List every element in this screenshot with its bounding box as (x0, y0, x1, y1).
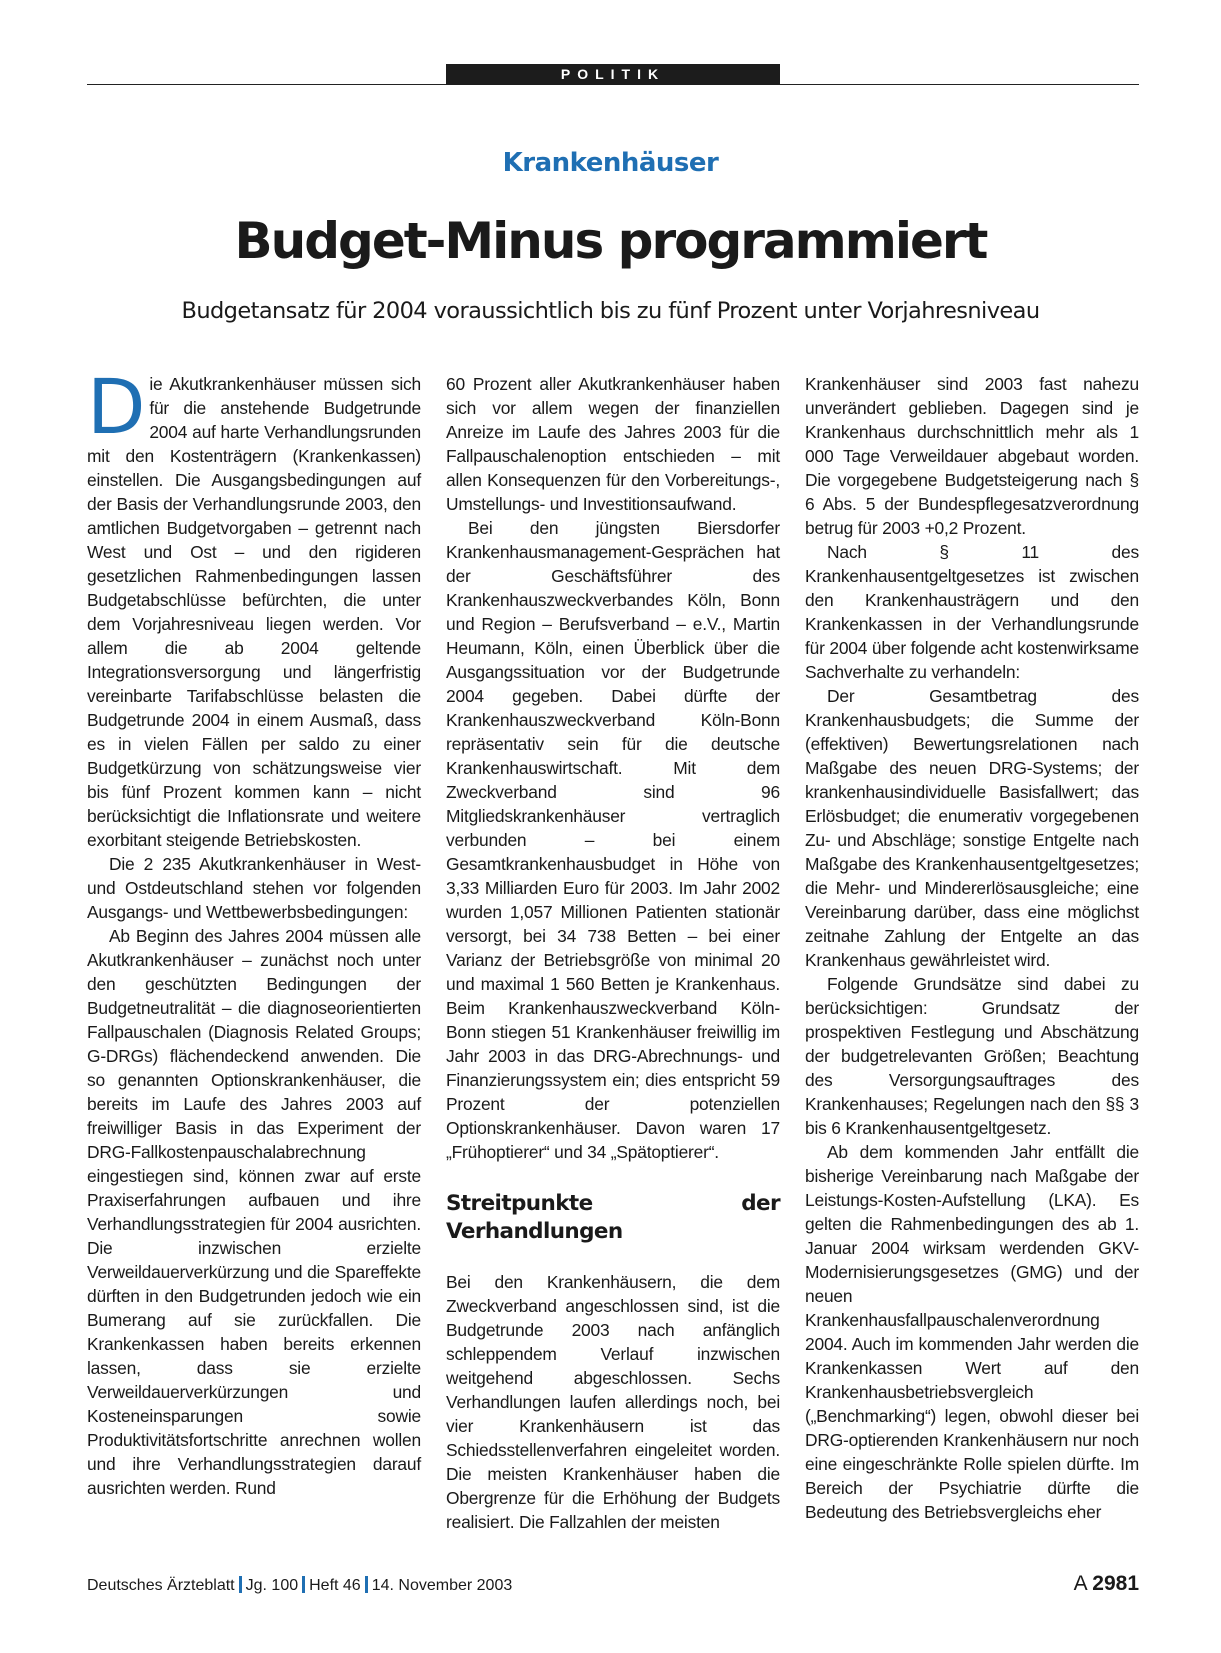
drop-cap: D (87, 362, 146, 451)
paragraph: Nach § 11 des Krankenhausentgeltgesetzes ist zwischen den Krankenhausträgern und den Krankenkassen in der Verhandlungsrunde für 2004 über folgende acht kostenwirksame Sachverhalte zu verhandeln: (805, 542, 1139, 682)
page-prefix: A (1073, 1572, 1087, 1595)
journal-name: Deutsches Ärzteblatt (87, 1577, 235, 1594)
issue-date: 14. November 2003 (371, 1577, 513, 1594)
journal-volume: Jg. 100 (245, 1577, 299, 1594)
paragraph: Die 2 235 Akutkrankenhäuser in West- und Ostdeutschland stehen vor folgenden Ausgangs- und Wettbewerbsbedingungen: (87, 854, 421, 922)
paragraph: 60 Prozent aller Akutkrankenhäuser haben sich vor allem wegen der finanziellen Anreize im Laufe des Jahres 2003 für die Fallpauschalenoption entschieden – mit allen Konsequenzen für den Vorbereitungs-, Umstellungs- und Investitionsaufwand. (446, 374, 780, 514)
paragraph: Bei den Krankenhäusern, die dem Zweckverband angeschlossen sind, ist die Budgetrunde 2003 nach anfänglich schleppendem Verlauf inzwischen weitgehend abgeschlossen. Sechs Verhandlungen laufen allerdings noch, bei vier Krankenhäusern ist das Schiedsstellenverfahren eingeleitet worden. Die meisten Krankenhäuser haben die Obergrenze für die Erhöhung der Budgets realisiert. Die Fallzahlen der meisten (446, 1272, 780, 1532)
paragraph: Folgende Grundsätze sind dabei zu berücksichtigen: Grundsatz der prospektiven Festlegung und Abschätzung der budgetrelevanten Größen; Beachtung des Versorgungsauftrages des Krankenhauses; Regelungen nach den §§ 3 bis 6 Krankenhausentgeltgesetz. (805, 974, 1139, 1138)
paragraph (87, 362, 421, 852)
paragraph: Ab dem kommenden Jahr entfällt die bisherige Vereinbarung nach Maßgabe der Leistungs-Kosten-Aufstellung (LKA). Es gelten die Rahmenbedingungen des ab 1. Januar 2004 wirksam werdenden GKV-Modernisierungsgesetzes (GMG) und der neuen Krankenhausfallpauschalenverordnung 2004. Auch im kommenden Jahr werden die Krankenkassen Wert auf den Krankenhausbetriebsvergleich („Benchmarking“) legen, obwohl dieser bei DRG-optierenden Krankenhäusern nur noch eine eingeschränkte Rolle spielen dürfte. Im Bereich der Psychiatrie dürfte die Bedeutung des Betriebsvergleichs eher (805, 1142, 1139, 1522)
page-number-value: 2981 (1092, 1572, 1139, 1595)
paragraph: Ab Beginn des Jahres 2004 müssen alle Akutkrankenhäuser – zunächst noch unter den geschützten Bedingungen der Budgetneutralität – die diagnoseorientierten Fallpauschalen (Diagnosis Related Groups; G-DRGs) flächendeckend anwenden. Die so genannten Optionskrankenhäuser, die bereits im Laufe des Jahres 2003 auf freiwilliger Basis in das Experiment der DRG-Fallkostenpauschalabrechnung eingestiegen sind, können zwar auf erste Praxiserfahrungen aufbauen und ihre Verhandlungsstrategien für 2004 ausrichten. Die inzwischen erzielte Verweildauerverkürzung und die Spareffekte dürften in den Budgetrunden jedoch wie ein Bumerang auf sie zurückfallen. Die Krankenkassen haben bereits erkennen lassen, dass sie erzielte Verweildauerverkürzungen und Kosteneinsparungen sowie Produktivitätsfortschritte anrechnen wollen und ihre Verhandlungsstrategien darauf ausrichten werden. Rund (87, 926, 421, 1498)
article-kicker: Krankenhäuser (502, 148, 719, 178)
page-footer (87, 1576, 512, 1595)
footer-separator (302, 1576, 305, 1593)
paragraph-text: ie Akutkrankenhäuser müssen sich für die anstehende Budgetrunde 2004 auf harte Verhandlungsrunden mit den Kostenträgern (Krankenkassen) einstellen. Die Ausgangsbedingungen auf der Basis der Verhandlungsrunde 2003, den amtlichen Budgetvorgaben – getrennt nach West und Ost – und den rigideren gesetzlichen Rahmenbedingungen lassen Budgetabschlüsse befürchten, die unter dem Vorjahresniveau liegen werden. Vor allem die ab 2004 geltende Integrationsversorgung und längerfristig vereinbarte Tarifabschlüsse belasten die Budgetrunde 2004 in einem Ausmaß, dass es in vielen Fällen per saldo zu einer Budgetkürzung von schätzungsweise vier bis fünf Prozent kommen kann – nicht berücksichtigt die Inflationsrate und weitere exorbitant steigende Betriebskosten. (87, 374, 421, 850)
text-column-2 (446, 372, 780, 1534)
paragraph: Der Gesamtbetrag des Krankenhausbudgets; die Summe der (effektiven) Bewertungsrelationen nach Maßgabe des neuen DRG-Systems; der krankenhausindividuelle Basisfallwert; das Erlösbudget; die enumerativ vorgegebenen Zu- und Abschläge; sonstige Entgelte nach Maßgabe des Krankenhausentgeltgesetzes; die Mehr- und Mindererlösausgleiche; eine Vereinbarung darüber, dass eine möglichst zeitnahe Zahlung der Entgelte an das Krankenhaus gewährleistet wird. (805, 686, 1139, 970)
text-column-1 (87, 362, 421, 1500)
section-subheading: Streitpunkte der Verhandlungen (446, 1191, 780, 1244)
paragraph: Krankenhäuser sind 2003 fast nahezu unverändert geblieben. Dagegen sind je Krankenhaus durchschnittlich mehr als 1 000 Tage Verweildauer abgebaut worden. Die vorgegebene Budgetsteigerung nach § 6 Abs. 5 der Bundespflegesatzverordnung betrug für 2003 +0,2 Prozent. (805, 374, 1139, 538)
article-subtitle: Budgetansatz für 2004 voraussichtlich bis zu fünf Prozent unter Vorjahresniveau (181, 298, 1040, 324)
footer-separator (365, 1576, 368, 1593)
footer-separator (239, 1576, 242, 1593)
paragraph: Bei den jüngsten Biersdorfer Krankenhausmanagement-Gesprächen hat der Geschäftsführer des Krankenhauszweckverbandes Köln, Bonn und Region – Berufsverband – e.V., Martin Heumann, Köln, einen Überblick über die Ausgangssituation vor der Budgetrunde 2004 gegeben. Dabei dürfte der Krankenhauszweckverband Köln-Bonn repräsentativ sein für die deutsche Krankenhauswirtschaft. Mit dem Zweckverband sind 96 Mitgliedskrankenhäuser vertraglich verbunden – bei einem Gesamtkrankenhausbudget in Höhe von 3,33 Milliarden Euro für 2003. Im Jahr 2002 wurden 1,057 Millionen Patienten stationär versorgt, bei 34 738 Betten – bei einer Varianz der Betriebsgröße von minimal 20 und maximal 1 560 Betten je Krankenhaus. Beim Krankenhauszweckverband Köln-Bonn stiegen 51 Krankenhäuser freiwillig im Jahr 2003 in das DRG-Abrechnungs- und Finanzierungssystem ein; dies entspricht 59 Prozent der potenziellen Optionskrankenhäuser. Davon waren 17 „Frühoptierer“ und 34 „Spätoptierer“. (446, 518, 780, 1162)
page-number (1074, 1572, 1139, 1596)
article-title: Budget-Minus programmiert (234, 212, 987, 270)
section-label: POLITIK (446, 64, 780, 85)
journal-issue: Heft 46 (309, 1577, 361, 1594)
text-column-3 (805, 372, 1139, 1524)
